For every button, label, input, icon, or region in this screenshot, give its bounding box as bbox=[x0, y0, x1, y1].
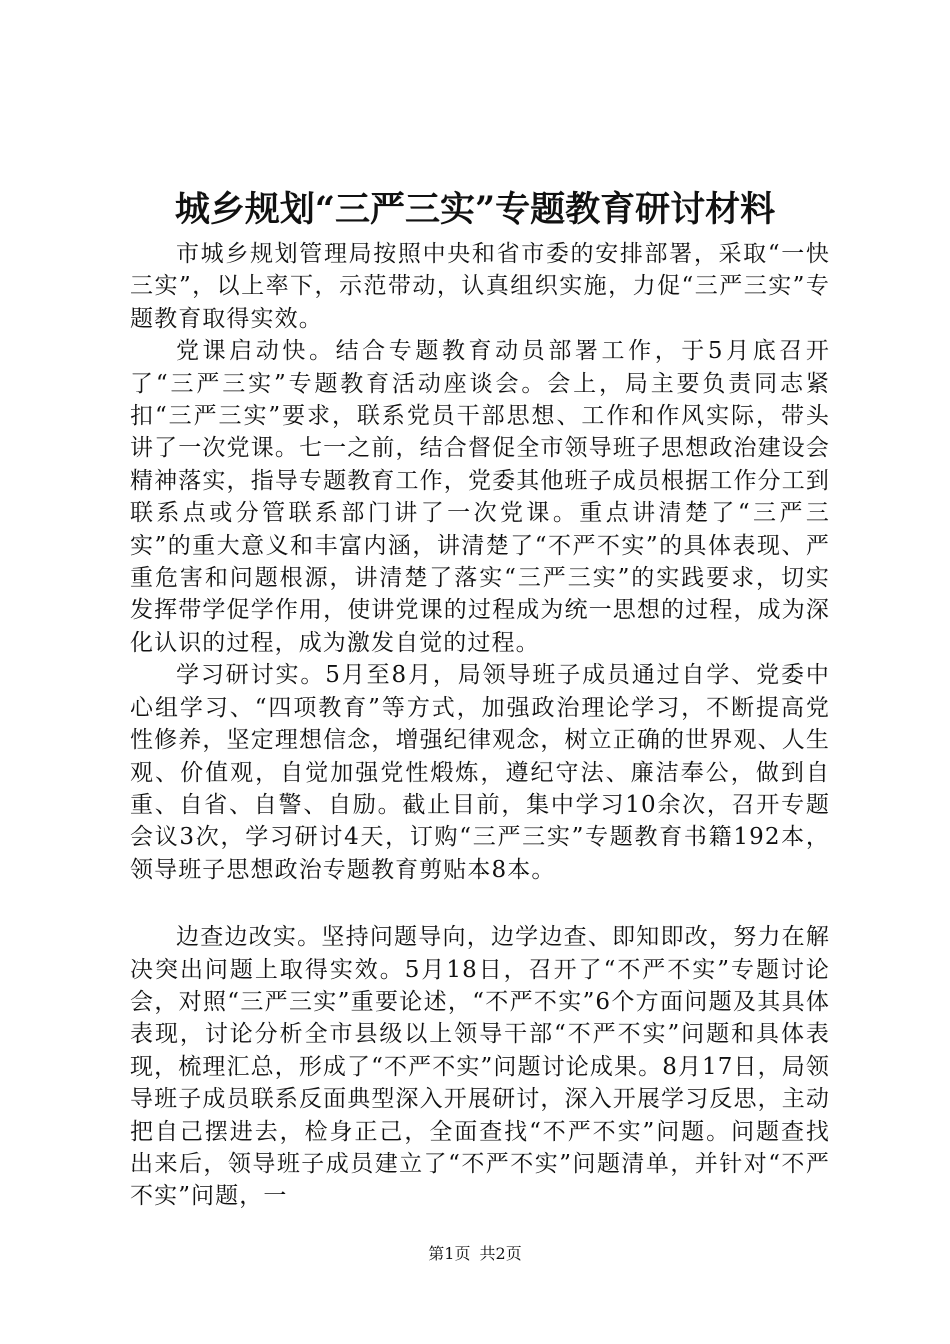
paragraph-check-and-correct: 边查边改实。坚持问题导向，边学边查、即知即改，努力在解决突出问题上取得实效。5月18日，召开了“不严不实”专题讨论会，对照“三严三实”重要论述，“不严不实”6个方面问题及其具体表现，讨论分析全市县级以上领导干部“不严不实”问题和具体表现，梳理汇总，形成了“不严不实”问题讨论成果。8月17日，局领导班子成员联系反面典型深入开展研讨，深入开展学习反思，主动把自己摆进去，检身正己，全面查找“不严不实”问题。问题查找出来后，领导班子成员建立了“不严不实”问题清单，并针对“不严不实”问题，一 bbox=[130, 924, 830, 1210]
document-title: 城乡规划“三严三实”专题教育研讨材料 bbox=[174, 189, 776, 230]
paragraph-study-discussion: 学习研讨实。5月至8月，局领导班子成员通过自学、党委中心组学习、“四项教育”等方式，加强政治理论学习，不断提高党性修养，坚定理想信念，增强纪律观念，树立正确的世界观、人生观、价值观，自觉加强党性煅炼，遵纪守法、廉洁奉公，做到自重、自省、自警、自励。截止目前，集中学习10余次，召开专题会议3次，学习研讨4天，订购“三严三实”专题教育书籍192本，领导班子思想政治专题教育剪贴本8本。 bbox=[130, 662, 830, 883]
paragraph-intro: 市城乡规划管理局按照中央和省市委的安排部署，采取“一快三实”，以上率下，示范带动，认真组织实施，力促“三严三实”专题教育取得实效。 bbox=[130, 241, 830, 332]
page-number: 第1页 bbox=[428, 1244, 471, 1263]
paragraph-party-lecture: 党课启动快。结合专题教育动员部署工作，于5月底召开了“三严三实”专题教育活动座谈会。会上，局主要负责同志紧扣“三严三实”要求，联系党员干部思想、工作和作风实际，带头讲了一次党课。七一之前，结合督促全市领导班子思想政治建设会精神落实，指导专题教育工作，党委其他班子成员根据工作分工到联系点或分管联系部门讲了一次党课。重点讲清楚了“三严三实”的重大意义和丰富内涵，讲清楚了“不严不实”的具体表现、严重危害和问题根源，讲清楚了落实“三严三实”的实践要求，切实发挥带学促学作用，使讲党课的过程成为统一思想的过程，成为深化认识的过程，成为激发自觉的过程。 bbox=[130, 338, 830, 656]
page-total: 共2页 bbox=[479, 1244, 522, 1263]
document-body bbox=[130, 238, 830, 1213]
page-footer bbox=[0, 1243, 950, 1265]
paragraph-spacer bbox=[130, 886, 830, 921]
